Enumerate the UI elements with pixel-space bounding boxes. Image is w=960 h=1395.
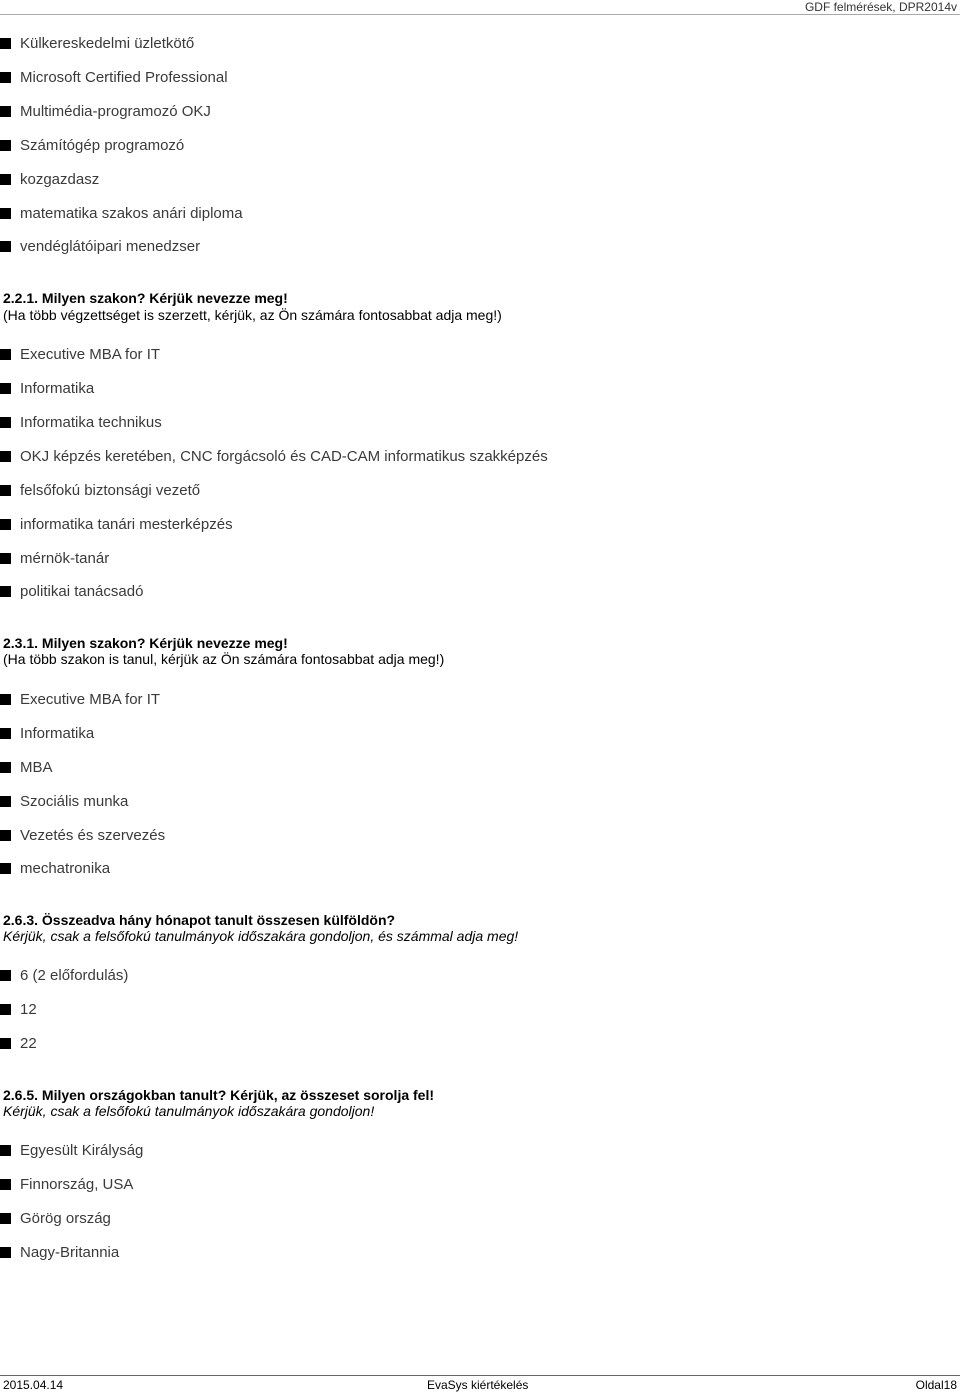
question-title: 2.3.1. Milyen szakon? Kérjük nevezze meg! xyxy=(3,635,288,651)
square-bullet-icon xyxy=(0,1004,11,1015)
question-note: (Ha több szakon is tanul, kérjük az Ön számára fontosabbat adja meg!) xyxy=(3,651,445,667)
question-note: (Ha több végzettséget is szerzett, kérjük, az Ön számára fontosabbat adja meg!) xyxy=(3,307,502,323)
header-divider xyxy=(0,14,960,15)
square-bullet-icon xyxy=(0,553,11,564)
square-bullet-icon xyxy=(0,106,11,117)
square-bullet-icon xyxy=(0,863,11,874)
question-note: Kérjük, csak a felsőfokú tanulmányok időszakára gondoljon! xyxy=(3,1103,375,1119)
square-bullet-icon xyxy=(0,349,11,360)
square-bullet-icon xyxy=(0,174,11,185)
square-bullet-icon xyxy=(0,140,11,151)
square-bullet-icon xyxy=(0,1038,11,1049)
square-bullet-icon xyxy=(0,72,11,83)
question-note: Kérjük, csak a felsőfokú tanulmányok időszakára gondoljon, és számmal adja meg! xyxy=(3,928,519,944)
square-bullet-icon xyxy=(0,451,11,462)
square-bullet-icon xyxy=(0,762,11,773)
square-bullet-icon xyxy=(0,208,11,219)
square-bullet-icon xyxy=(0,970,11,981)
square-bullet-icon xyxy=(0,728,11,739)
square-bullet-icon xyxy=(0,485,11,496)
square-bullet-icon xyxy=(0,796,11,807)
square-bullet-icon xyxy=(0,417,11,428)
square-bullet-icon xyxy=(0,586,11,597)
square-bullet-icon xyxy=(0,519,11,530)
footer-title: EvaSys kiértékelés xyxy=(427,1378,529,1392)
square-bullet-icon xyxy=(0,241,11,252)
square-bullet-icon xyxy=(0,1145,11,1156)
square-bullet-icon xyxy=(0,1247,11,1258)
page-header: GDF felmérések, DPR2014v xyxy=(804,0,957,14)
question-title: 2.6.3. Összeadva hány hónapot tanult összesen külföldön? xyxy=(3,912,396,928)
square-bullet-icon xyxy=(0,383,11,394)
square-bullet-icon xyxy=(0,1179,11,1190)
footer-divider xyxy=(0,1375,960,1376)
square-bullet-icon xyxy=(0,38,11,49)
square-bullet-icon xyxy=(0,830,11,841)
page-number: Oldal18 xyxy=(915,1378,957,1392)
square-bullet-icon xyxy=(0,694,11,705)
footer-date: 2015.04.14 xyxy=(3,1378,64,1392)
square-bullet-icon xyxy=(0,1213,11,1224)
question-title: 2.2.1. Milyen szakon? Kérjük nevezze meg! xyxy=(3,290,288,306)
question-title: 2.6.5. Milyen országokban tanult? Kérjük, az összeset sorolja fel! xyxy=(3,1087,435,1103)
